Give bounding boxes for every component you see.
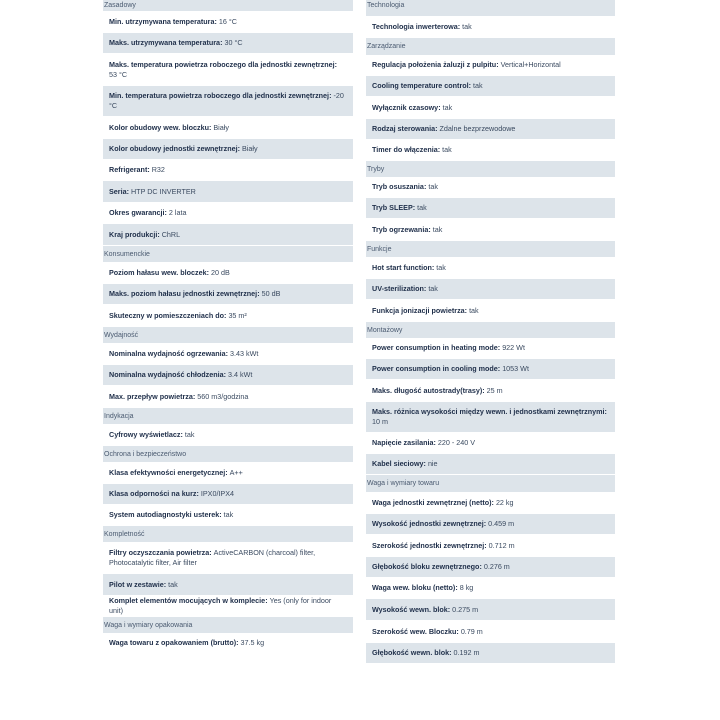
spec-label: Cooling temperature control xyxy=(372,81,469,90)
spec-label: Nominalna wydajność ogrzewania xyxy=(109,348,226,358)
spec-row-text xyxy=(372,498,514,508)
spec-value: tak xyxy=(223,510,234,519)
spec-label: Wyłącznik czasowy xyxy=(372,102,439,112)
spec-row xyxy=(103,633,353,654)
spec-row xyxy=(103,462,353,484)
spec-label: System autodiagnostyki usterek xyxy=(109,510,220,519)
spec-value: tak xyxy=(442,145,452,154)
spec-separator: : xyxy=(225,467,230,477)
section-header: Waga i wymiary opakowania xyxy=(103,617,353,633)
spec-label: Filtry oczyszczania powietrza xyxy=(109,547,210,557)
spec-separator: : xyxy=(428,224,433,234)
spec-label: Klasa odporności na kurz xyxy=(109,489,197,498)
spec-value: tak xyxy=(442,102,453,112)
spec-label: Kabel sieciowy xyxy=(372,459,424,468)
spec-value: tak xyxy=(428,284,438,293)
spec-section-ochrona-i-bezpieczenstwo xyxy=(103,446,353,526)
spec-row-text xyxy=(372,648,479,658)
spec-section-zarzadzanie xyxy=(366,38,615,161)
spec-separator: : xyxy=(334,59,338,69)
spec-separator: : xyxy=(206,267,211,277)
spec-value: R32 xyxy=(151,165,165,174)
spec-row xyxy=(103,54,353,86)
spec-row-text xyxy=(109,580,178,590)
spec-row-text xyxy=(109,370,252,380)
spec-row-text xyxy=(372,60,561,70)
spec-row-text xyxy=(372,541,515,551)
section-header: Waga i wymiary towaru xyxy=(366,475,615,492)
spec-value: tak xyxy=(469,305,479,315)
spec-row xyxy=(103,386,353,408)
spec-row-text xyxy=(372,284,438,294)
section-header: Wydajność xyxy=(103,327,353,343)
spec-value: 0.712 m xyxy=(488,540,515,550)
section-header: Kompletność xyxy=(103,526,353,542)
spec-separator: : xyxy=(455,583,460,592)
spec-label: Min. utrzymywana temperatura xyxy=(109,16,215,26)
spec-label: Seria xyxy=(109,186,127,196)
spec-section-wydajnosc xyxy=(103,327,353,408)
spec-row xyxy=(366,119,615,140)
spec-separator: : xyxy=(479,562,484,571)
spec-value: 3.43 kWt xyxy=(230,348,259,358)
spec-value: Zdalne bezprzewodowe xyxy=(439,124,516,133)
spec-separator: : xyxy=(496,60,501,69)
section-header: Zarządzanie xyxy=(366,38,615,55)
spec-row xyxy=(366,76,615,97)
spec-label: Maks. długość autostrady(trasy) xyxy=(372,385,483,395)
spec-row-text xyxy=(372,263,446,273)
spec-label: UV-sterilization xyxy=(372,284,424,293)
spec-section-technologia xyxy=(366,0,615,38)
spec-section-konsumenckie xyxy=(103,246,353,327)
spec-section-waga-i-wymiary-opakowania xyxy=(103,617,353,654)
spec-label: Waga towaru z opakowaniem (brutto) xyxy=(109,638,237,647)
spec-row-text xyxy=(372,182,438,192)
spec-separator: : xyxy=(265,596,270,605)
spec-value: 37.5 kg xyxy=(240,638,265,647)
spec-row-text xyxy=(372,124,515,134)
spec-row xyxy=(366,599,615,621)
spec-separator: : xyxy=(329,91,334,100)
spec-value: tak xyxy=(436,262,446,272)
spec-separator: : xyxy=(457,21,463,31)
spec-row xyxy=(366,300,615,322)
spec-row xyxy=(366,279,615,300)
spec-value: 50 dB xyxy=(261,289,281,298)
spec-separator: : xyxy=(435,124,440,133)
section-header: Zasadowy xyxy=(103,0,353,11)
spec-column-right xyxy=(366,0,615,664)
spec-value: 25 m xyxy=(486,385,503,395)
spec-section-waga-i-wymiary-towaru xyxy=(366,475,615,664)
spec-separator: : xyxy=(157,229,162,239)
spec-row xyxy=(366,454,615,475)
spec-row-text xyxy=(109,548,347,568)
spec-label: Maks. poziom hałasu jednostki zewnętrznej xyxy=(109,289,258,298)
spec-value: 53 °C xyxy=(109,69,128,79)
spec-separator: : xyxy=(604,407,607,416)
spec-row xyxy=(366,557,615,578)
spec-label: Min. temperatura powietrza roboczego dla jednostki zewnętrznej xyxy=(109,91,330,100)
spec-row-text xyxy=(109,144,258,154)
spec-separator: : xyxy=(237,144,242,153)
spec-row xyxy=(366,16,615,38)
spec-value: 560 m3/godzina xyxy=(197,391,249,401)
spec-value: 16 °C xyxy=(218,16,237,26)
spec-row xyxy=(366,359,615,380)
spec-row-text xyxy=(372,364,529,374)
spec-label: Max. przepływ powietrza xyxy=(109,391,193,401)
spec-separator: : xyxy=(220,38,225,47)
spec-row-text xyxy=(109,165,165,175)
spec-separator: : xyxy=(224,310,229,320)
spec-separator: : xyxy=(468,81,474,90)
spec-separator: : xyxy=(180,429,185,439)
spec-row-text xyxy=(372,627,483,637)
spec-label: Wysokość jednostki zewnętrznej xyxy=(372,519,484,528)
spec-row xyxy=(103,224,353,246)
section-header: Konsumenckie xyxy=(103,246,353,262)
spec-row xyxy=(103,505,353,526)
spec-row xyxy=(103,11,353,33)
spec-row-text xyxy=(372,459,438,469)
spec-row xyxy=(103,365,353,386)
spec-separator: : xyxy=(192,391,198,401)
spec-label: Tryb SLEEP xyxy=(372,203,413,212)
spec-label: Poziom hałasu wew. bloczek xyxy=(109,267,207,277)
spec-value: ChRL xyxy=(161,229,181,239)
spec-label: Szerokość wew. Bloczku xyxy=(372,626,457,636)
spec-label: Funkcja jonizacji powietrza xyxy=(372,305,465,315)
spec-label: Napięcie zasilania xyxy=(372,438,434,447)
spec-separator: : xyxy=(497,364,503,373)
spec-row-text xyxy=(109,60,347,80)
spec-separator: : xyxy=(219,510,224,519)
spec-row-text xyxy=(372,583,473,593)
spec-label: Waga wew. bloku (netto) xyxy=(372,583,456,592)
spec-separator: : xyxy=(437,145,443,154)
spec-row-text xyxy=(372,225,442,235)
section-header: Indykacja xyxy=(103,408,353,424)
spec-row-text xyxy=(372,103,452,113)
spec-value: tak xyxy=(473,81,483,90)
spec-value: Vertical+Horizontal xyxy=(500,60,561,69)
spec-value: 3.4 kWt xyxy=(228,370,253,379)
spec-separator: : xyxy=(423,284,429,293)
spec-row-text xyxy=(109,38,243,48)
spec-label: Okres gwarancji xyxy=(109,208,165,217)
spec-row-text xyxy=(372,203,427,213)
spec-separator: : xyxy=(438,102,443,112)
spec-separator: : xyxy=(209,547,214,557)
spec-value: Yes (only for indoor unit) xyxy=(109,596,332,615)
spec-row xyxy=(366,535,615,557)
spec-separator: : xyxy=(257,289,262,298)
spec-label: Refrigerant xyxy=(109,165,148,174)
spec-value: A++ xyxy=(229,467,243,477)
spec-row-text xyxy=(109,510,233,520)
spec-row-text xyxy=(372,519,514,529)
spec-separator: : xyxy=(464,305,470,315)
spec-row xyxy=(366,198,615,219)
spec-value: 0.192 m xyxy=(453,648,480,657)
spec-row-text xyxy=(109,638,264,648)
spec-row xyxy=(103,86,353,117)
spec-value: 20 dB xyxy=(210,267,230,277)
spec-row xyxy=(366,177,615,198)
spec-separator: : xyxy=(482,385,487,395)
spec-separator: : xyxy=(225,348,231,358)
spec-separator: : xyxy=(126,186,131,196)
spec-value: ActiveCARBON (charcoal) filter, Photocatalytic filter, Air filter xyxy=(109,547,316,567)
spec-row xyxy=(103,117,353,139)
spec-row xyxy=(103,139,353,160)
spec-label: Tryb osuszania xyxy=(372,182,424,191)
spec-separator: : xyxy=(431,262,437,272)
spec-label: Skuteczny w pomieszczeniach do xyxy=(109,310,225,320)
spec-row-text xyxy=(109,91,347,111)
spec-separator: : xyxy=(164,208,169,217)
spec-separator: : xyxy=(147,165,152,174)
spec-row-text xyxy=(372,22,472,32)
spec-separator: : xyxy=(196,489,201,498)
spec-separator: : xyxy=(484,540,489,550)
spec-separator: : xyxy=(163,579,169,589)
spec-label: Kraj produkcji xyxy=(109,229,158,239)
spec-row xyxy=(103,596,353,617)
spec-label: Wysokość wewn. blok xyxy=(372,604,448,614)
spec-label: Power consumption in heating mode xyxy=(372,343,498,352)
spec-row xyxy=(103,203,353,224)
spec-value: 1053 Wt xyxy=(502,364,529,373)
spec-row-text xyxy=(109,489,234,499)
spec-value: 220 - 240 V xyxy=(437,438,476,447)
spec-value: 10 m xyxy=(372,417,388,426)
spec-row-text xyxy=(109,289,280,299)
spec-value: 0.276 m xyxy=(483,562,510,571)
spec-separator: : xyxy=(223,370,229,379)
spec-value: 35 m² xyxy=(228,310,247,320)
spec-row xyxy=(103,305,353,327)
spec-section-tryby xyxy=(366,161,615,241)
spec-label: Maks. temperatura powietrza roboczego dla jednostki zewnętrznej xyxy=(109,59,335,69)
spec-section-kompletnosc xyxy=(103,526,353,617)
spec-separator: : xyxy=(236,638,241,647)
spec-row-text xyxy=(109,230,180,240)
spec-label: Power consumption in cooling mode xyxy=(372,364,498,373)
spec-row-text xyxy=(372,81,483,91)
spec-label: Głębokość wewn. blok xyxy=(372,648,450,657)
spec-separator: : xyxy=(491,497,496,507)
spec-row xyxy=(366,338,615,359)
spec-row xyxy=(366,621,615,643)
spec-row xyxy=(103,574,353,596)
spec-row xyxy=(366,514,615,535)
spec-value: tak xyxy=(432,224,443,234)
spec-value: tak xyxy=(168,579,178,589)
spec-separator: : xyxy=(497,343,503,352)
spec-row-text xyxy=(109,311,247,321)
spec-row xyxy=(366,219,615,241)
spec-separator: : xyxy=(433,438,438,447)
spec-row xyxy=(103,181,353,203)
spec-label: Głębokość bloku zewnętrznego xyxy=(372,562,480,571)
spec-row xyxy=(103,33,353,54)
spec-label: Cyfrowy wyświetlacz xyxy=(109,429,181,439)
spec-value: Biały xyxy=(213,122,229,132)
spec-value: HTP DC INVERTER xyxy=(130,186,196,196)
section-header: Technologia xyxy=(366,0,615,16)
spec-value: 30 °C xyxy=(224,38,243,47)
spec-value: nie xyxy=(427,459,438,468)
spec-label: Rodzaj sterowania xyxy=(372,124,436,133)
spec-row xyxy=(103,343,353,365)
spec-row-text xyxy=(109,123,229,133)
spec-section-montazowy xyxy=(366,322,615,475)
spec-value: 0.459 m xyxy=(488,519,515,528)
spec-row-text xyxy=(109,430,195,440)
spec-row-text xyxy=(109,349,258,359)
spec-row xyxy=(103,262,353,284)
spec-label: Komplet elementów mocujących w komplecie xyxy=(109,596,266,605)
spec-separator: : xyxy=(208,122,214,132)
spec-separator: : xyxy=(423,182,429,191)
spec-section-zasadowy xyxy=(103,0,353,246)
section-header: Funkcje xyxy=(366,241,615,257)
spec-label: Maks. utrzymywana temperatura xyxy=(109,38,221,47)
spec-separator: : xyxy=(447,604,453,614)
spec-row xyxy=(366,97,615,119)
spec-label: Szerokość jednostki zewnętrznej xyxy=(372,540,485,550)
spec-row xyxy=(366,257,615,279)
spec-value: tak xyxy=(462,21,472,31)
spec-value: Biały xyxy=(241,144,258,153)
spec-row xyxy=(366,380,615,402)
spec-separator: : xyxy=(214,16,219,26)
spec-label: Technologia inwerterowa xyxy=(372,21,458,31)
spec-value: 2 lata xyxy=(168,208,187,217)
spec-label: Waga jednostki zewnętrznej (netto) xyxy=(372,497,492,507)
spec-row-text xyxy=(372,343,525,353)
spec-separator: : xyxy=(412,203,418,212)
spec-section-indykacja xyxy=(103,408,353,446)
spec-row xyxy=(366,578,615,599)
spec-label: Regulacja położenia żaluzji z pulpitu xyxy=(372,60,497,69)
spec-separator: : xyxy=(423,459,428,468)
spec-value: 0.79 m xyxy=(460,626,483,636)
spec-value: tak xyxy=(184,429,195,439)
spec-row xyxy=(366,55,615,76)
spec-value: 22 kg xyxy=(495,497,514,507)
spec-row xyxy=(103,484,353,505)
spec-label: Pilot w zestawie xyxy=(109,579,164,589)
section-header: Montażowy xyxy=(366,322,615,338)
spec-row-text xyxy=(372,562,510,572)
section-header: Ochrona i bezpieczeństwo xyxy=(103,446,353,462)
spec-row xyxy=(103,542,353,574)
section-header: Tryby xyxy=(366,161,615,177)
spec-label: Hot start function xyxy=(372,262,432,272)
spec-label: Maks. różnica wysokości między wewn. i jednostkami zewnętrznymi xyxy=(372,407,605,416)
spec-separator: : xyxy=(483,519,489,528)
spec-row xyxy=(103,160,353,181)
spec-section-funkcje xyxy=(366,241,615,322)
spec-row xyxy=(103,424,353,446)
spec-row xyxy=(103,284,353,305)
spec-row xyxy=(366,643,615,664)
spec-separator: : xyxy=(456,626,461,636)
spec-separator: : xyxy=(449,648,454,657)
spec-row-text xyxy=(109,468,243,478)
spec-value: 0.275 m xyxy=(452,604,479,614)
spec-label: Kolor obudowy wew. bloczku xyxy=(109,122,209,132)
spec-row-text xyxy=(109,392,248,402)
spec-row xyxy=(366,433,615,454)
spec-row-text xyxy=(372,407,609,427)
spec-label: Tryb ogrzewania xyxy=(372,224,429,234)
spec-row-text xyxy=(109,208,187,218)
spec-row-text xyxy=(109,596,347,616)
spec-label: Klasa efektywności energetycznej xyxy=(109,467,226,477)
spec-row xyxy=(366,402,615,433)
spec-value: tak xyxy=(428,182,438,191)
spec-row-text xyxy=(372,605,478,615)
spec-row xyxy=(366,140,615,161)
spec-value: tak xyxy=(417,203,427,212)
spec-column-left xyxy=(103,0,353,654)
spec-row-text xyxy=(372,386,503,396)
spec-row-text xyxy=(372,306,479,316)
spec-value: 8 kg xyxy=(459,583,474,592)
spec-value: -20 °C xyxy=(109,91,344,110)
spec-row-text xyxy=(372,145,452,155)
spec-row-text xyxy=(109,17,237,27)
spec-row-text xyxy=(372,438,475,448)
spec-label: Nominalna wydajność chłodzenia xyxy=(109,370,224,379)
spec-row-text xyxy=(109,187,196,197)
spec-row xyxy=(366,492,615,514)
spec-value: 922 Wt xyxy=(502,343,525,352)
spec-value: IPX0/IPX4 xyxy=(200,489,235,498)
spec-label: Timer do włączenia xyxy=(372,145,438,154)
spec-row-text xyxy=(109,268,230,278)
spec-label: Kolor obudowy jednostki zewnętrznej xyxy=(109,144,238,153)
